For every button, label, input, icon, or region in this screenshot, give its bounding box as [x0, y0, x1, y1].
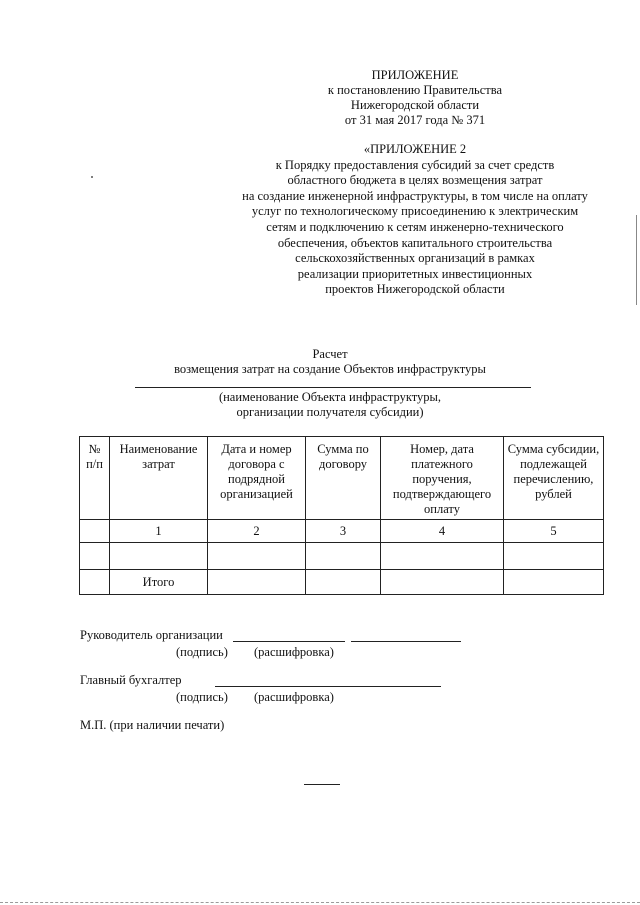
appendix2-line: услуг по технологическому присоединению к электрическим	[251, 204, 579, 219]
scan-edge-mark	[636, 215, 637, 305]
table-cell: 3	[306, 520, 381, 543]
table-cell	[80, 543, 110, 570]
appendix2-title: «ПРИЛОЖЕНИЕ 2	[363, 142, 467, 156]
head-label: Руководитель организации	[80, 628, 223, 642]
table-cell	[110, 543, 208, 570]
stamp-label: М.П. (при наличии печати)	[80, 718, 225, 732]
appendix2-line: сетям и подключению к сетям инженерно-технического	[266, 219, 564, 234]
calculation-heading	[120, 347, 540, 377]
table-cell	[504, 570, 604, 595]
table-cell: 2	[208, 520, 306, 543]
header-cell-payment-order: Номер, дата платежного поручения, подтверждающего оплату	[381, 437, 504, 520]
hint-line: (наименование Объекта инфраструктуры,	[218, 390, 442, 404]
header-cell-cost-name: Наименование затрат	[110, 437, 208, 520]
total-label: Итого	[110, 570, 208, 595]
table-cell: 4	[381, 520, 504, 543]
costs-table	[79, 436, 604, 595]
table-cell	[306, 543, 381, 570]
object-name-line	[135, 387, 531, 388]
table-cell	[80, 520, 110, 543]
head-sign-line	[233, 641, 345, 642]
appendix2-line: областного бюджета в целях возмещения затрат	[287, 173, 543, 188]
object-name-hint	[160, 390, 500, 420]
header-cell-contract-sum: Сумма по договору	[306, 437, 381, 520]
table-header-row	[80, 437, 604, 520]
appendix-date: от 31 мая 2017 года № 371	[344, 113, 486, 127]
table-cell	[80, 570, 110, 595]
appendix2-line: проектов Нижегородской области	[325, 282, 505, 297]
table-cell	[208, 543, 306, 570]
appendix-title: ПРИЛОЖЕНИЕ	[371, 68, 459, 82]
appendix2-line: к Порядку предоставления субсидий за счет средств	[275, 157, 555, 172]
table-cell	[306, 570, 381, 595]
appendix2-line: на создание инженерной инфраструктуры, в том числе на оплату	[242, 188, 588, 203]
header-cell-contract: Дата и номер договора с подрядной организацией	[208, 437, 306, 520]
table-cell: 5	[504, 520, 604, 543]
appendix2-line: реализации приоритетных инвестиционных	[297, 266, 533, 281]
table-total-row	[80, 570, 604, 595]
table-cell	[208, 570, 306, 595]
accountant-sign-line	[215, 686, 441, 687]
accountant-decode-hint: (расшифровка)	[254, 690, 334, 704]
table-cell	[504, 543, 604, 570]
appendix2-line: обеспечения, объектов капитального строительства	[277, 235, 553, 250]
accountant-sign-hint: (подпись)	[176, 690, 228, 704]
calculation-title: Расчет	[312, 347, 348, 361]
table-row	[80, 520, 604, 543]
scan-speck	[91, 176, 93, 178]
appendix-line: к постановлению Правительства	[327, 83, 503, 97]
head-sign-hint: (подпись)	[176, 645, 228, 659]
table-cell: 1	[110, 520, 208, 543]
header-cell-number: № п/п	[80, 437, 110, 520]
head-decode-hint: (расшифровка)	[254, 645, 334, 659]
appendix-header	[250, 68, 580, 128]
head-decode-line	[351, 641, 461, 642]
scan-bottom-edge	[0, 902, 640, 903]
calculation-subtitle: возмещения затрат на создание Объектов инфраструктуры	[174, 362, 486, 376]
table-cell	[381, 570, 504, 595]
hint-line: организации получателя субсидии)	[236, 405, 424, 419]
appendix-line: Нижегородской области	[350, 98, 480, 112]
header-cell-subsidy-sum: Сумма субсидии, подлежащей перечислению, рублей	[504, 437, 604, 520]
table-cell	[381, 543, 504, 570]
accountant-label: Главный бухгалтер	[80, 673, 182, 687]
table-row	[80, 543, 604, 570]
end-separator	[304, 784, 340, 785]
appendix2-line: сельскохозяйственных организаций в рамках	[295, 251, 535, 266]
appendix2-header	[225, 142, 605, 298]
